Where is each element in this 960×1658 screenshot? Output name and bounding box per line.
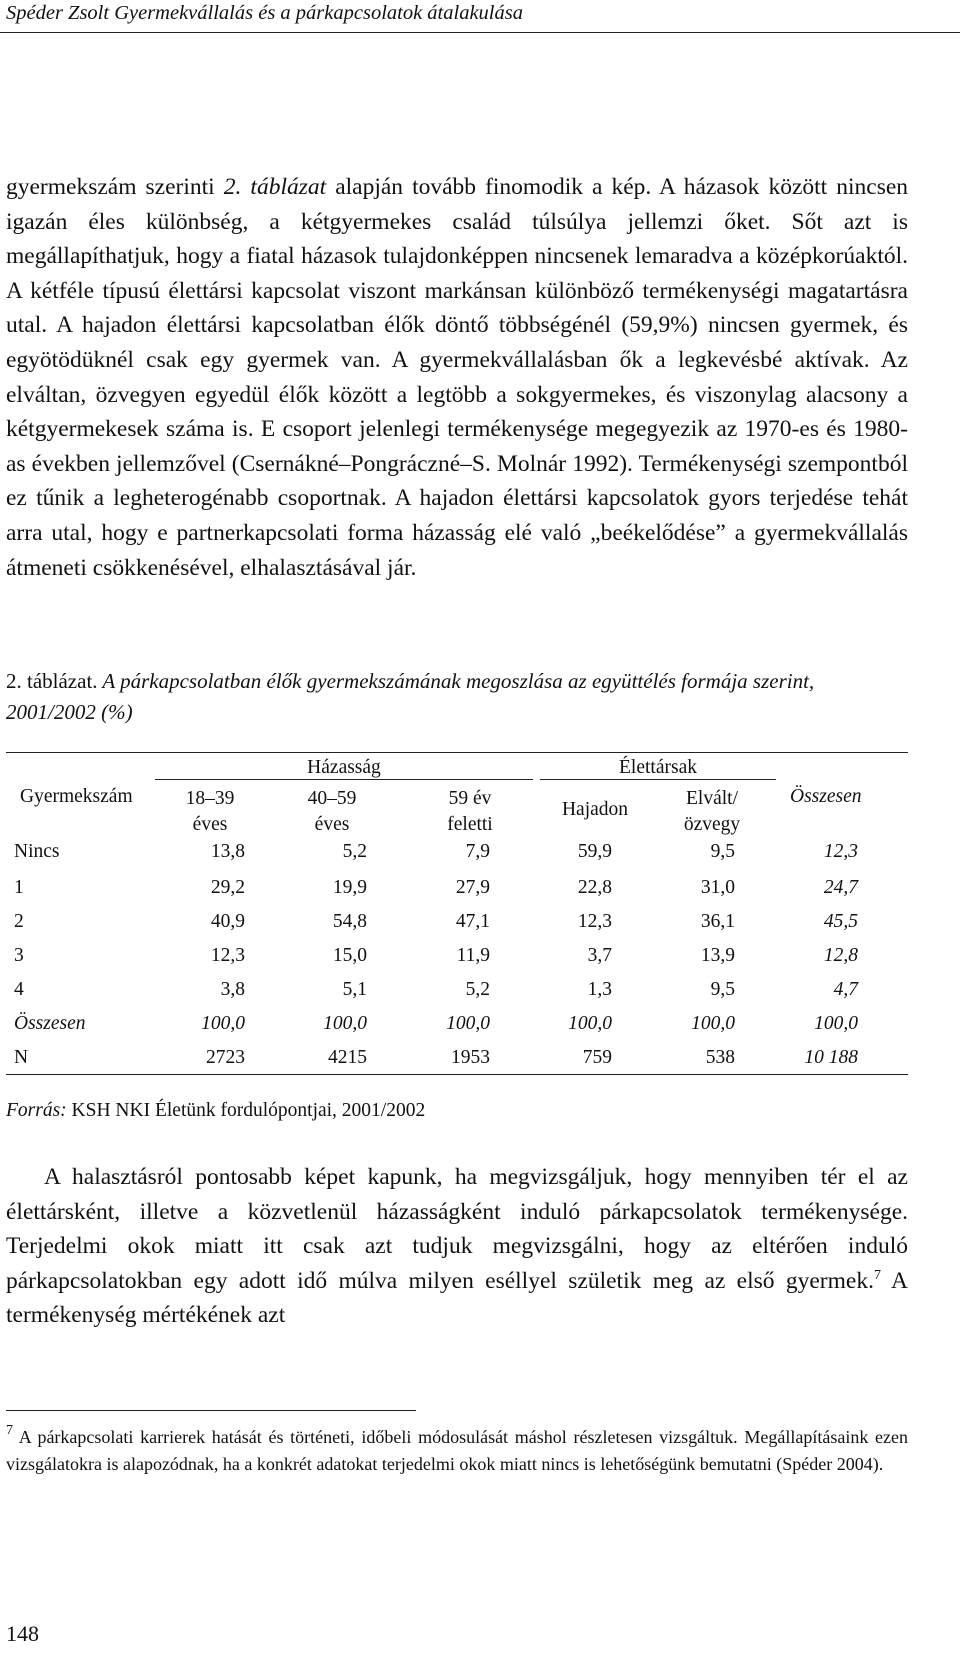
source-text: KSH NKI Életünk fordulópontjai, 2001/2002: [66, 1100, 426, 1121]
table-cell: 45,5: [823, 911, 858, 932]
table-cell: 759: [582, 1047, 612, 1068]
footnote-text: A párkapcsolati karrierek hatását és történeti, időbeli módosulását máshol részletesen vizsgáltuk. Megállapításaink ezen vizsgálatokra is alapozódnak, ha a konkrét adatokat terjedelmi okok miatt nincs is lehetőségünk bemutatni (Spéder 2004).: [6, 1427, 908, 1474]
table-cell: 4,7: [833, 979, 858, 1000]
col-header-c2-line1: Elvált/: [686, 788, 738, 809]
group-header-cohab: Élettársak: [619, 757, 697, 778]
row-label: 4: [14, 979, 24, 1000]
table-cell: 9,5: [710, 841, 735, 862]
row-label: Összesen: [14, 1013, 86, 1034]
row-label: 2: [14, 911, 24, 932]
table-cell: 10 188: [804, 1047, 858, 1068]
group-header-marriage: Házasság: [307, 757, 381, 778]
footnote-number: 7: [6, 1423, 13, 1438]
col-header-m1-line1: 18–39: [185, 788, 235, 809]
table-cell: 59,9: [577, 841, 612, 862]
table-cell: 9,5: [710, 979, 735, 1000]
table-bottom-rule: [6, 1074, 908, 1075]
table-cell: 31,0: [700, 877, 735, 898]
col-header-total: Összesen: [790, 786, 862, 807]
table-cell: 12,3: [823, 841, 858, 862]
table-source: [6, 1098, 425, 1124]
table-caption: [6, 666, 908, 728]
table-cell: 100,0: [691, 1013, 735, 1034]
header-rule: [0, 32, 960, 33]
body-paragraph-1: [6, 170, 908, 585]
table-cell: 12,3: [210, 945, 245, 966]
footnote-rule: [6, 1410, 416, 1411]
table-reference: 2. táblázat: [223, 174, 327, 200]
table-cell: 1,3: [587, 979, 612, 1000]
table-cell: 29,2: [210, 877, 245, 898]
col-header-child-count: Gyermekszám: [20, 786, 133, 807]
paragraph2-tail: A termékenység mértékének azt: [6, 1267, 908, 1329]
table-cell: 100,0: [446, 1013, 490, 1034]
col-header-c2-line2: özvegy: [683, 814, 741, 835]
table-cell: 3,8: [220, 979, 245, 1000]
table-cell: 7,9: [465, 841, 490, 862]
row-label: N: [14, 1047, 29, 1068]
table-cell: 12,3: [577, 911, 612, 932]
table-cell: 36,1: [700, 911, 735, 932]
table-cell: 19,9: [332, 877, 367, 898]
table-cell: 100,0: [323, 1013, 367, 1034]
row-label: 3: [14, 945, 24, 966]
table-cell: 13,8: [210, 841, 245, 862]
table-cell: 13,9: [700, 945, 735, 966]
col-header-m3-line1: 59 év: [448, 788, 492, 809]
table-label: 2. táblázat.: [6, 669, 98, 693]
table-cell: 5,2: [465, 979, 490, 1000]
table-cell: 47,1: [455, 911, 490, 932]
table-cell: 15,0: [332, 945, 367, 966]
table-cell: 12,8: [823, 945, 858, 966]
table-cell: 5,1: [342, 979, 367, 1000]
row-label: Nincs: [14, 841, 60, 862]
paragraph-text-start: gyermekszám szerinti: [6, 174, 224, 200]
body-paragraph-2: [6, 1160, 908, 1333]
table-cell: 24,7: [823, 877, 858, 898]
col-header-m2-line1: 40–59: [307, 788, 357, 809]
paragraph-text-rest: alapján tovább finomodik a kép. A házasok között nincsen igazán éles különbség, a kétgyermekes család túlsúlya jellemzi őket. Sőt azt is megállapíthatjuk, hogy a fiatal házasok tulajdonképpen nincsenek lemaradva a középkorúaktól. A kétféle típusú élettársi kapcsolat viszont markánsan különböző termékenységi magatartásra utal. A hajadon élettársi kapcsolatban élők döntő többségénél (59,9%) nincsen gyermek, és egyötödüknél csak egy gyermek van. A gyermekvállalásban ők a legkevésbé aktívak. Az elváltan, özvegyen egyedül élők között a legtöbb a sokgyermekes, és viszonylag alacsony a kétgyermekesek száma is. E csoport jelenlegi termékenysége megegyezik az 1970-es és 1980-as években jellemzővel (Csernákné–Pongráczné–S. Molnár 1992). Termékenységi szempontból ez tűnik a legheterogénabb csoportnak. A hajadon élettársi kapcsolatok gyors terjedése tehát arra utal, hogy e partnerkapcsolati forma házasság elé való „beékelődése” a gyermekvállalás átmeneti csökkenésével, elhalasztásával jár.: [6, 174, 909, 581]
table-cell: 27,9: [455, 877, 490, 898]
table-cell: 2723: [206, 1047, 245, 1068]
running-header: Spéder Zsolt Gyermekvállalás és a párkapcsolatok átalakulása: [6, 2, 523, 24]
table-cell: 3,7: [587, 945, 612, 966]
table-cell: 54,8: [332, 911, 367, 932]
table-title: A párkapcsolatban élők gyermekszámának megoszlása az együttélés formája szerint, 2001/2002 (%): [6, 669, 815, 724]
source-label: Forrás:: [6, 1100, 67, 1121]
table-cell: 1953: [451, 1047, 490, 1068]
table-cell: 100,0: [568, 1013, 612, 1034]
col-header-m2-line2: éves: [314, 814, 350, 835]
row-label: 1: [14, 877, 24, 898]
footnote: [6, 1424, 908, 1478]
table-cell: 22,8: [577, 877, 612, 898]
paragraph2-text: A halasztásról pontosabb képet kapunk, ha megvizsgáljuk, hogy mennyiben tér el az élettársként, illetve a közvetlenül házasságként induló párkapcsolatok termékenysége. Terjedelmi okok miatt itt csak azt tudjuk megvizsgálni, hogy az eltérően induló párkapcsolatokban egy adott idő múlva milyen eséllyel születik meg az első gyermek.: [6, 1164, 908, 1294]
footnote-reference: 7: [873, 1267, 881, 1283]
table-cell: 100,0: [201, 1013, 245, 1034]
table-cell: 4215: [328, 1047, 367, 1068]
table-cell: 5,2: [342, 841, 367, 862]
table-cell: 538: [705, 1047, 735, 1068]
col-header-m1-line2: éves: [192, 814, 228, 835]
col-header-m3-line2: feletti: [447, 814, 493, 835]
table-cell: 100,0: [814, 1013, 858, 1034]
table-cell: 40,9: [210, 911, 245, 932]
table-cell: 11,9: [456, 945, 490, 966]
table-top-rule: [6, 752, 908, 753]
page-number: 148: [6, 1621, 39, 1646]
col-header-hajadon: Hajadon: [561, 799, 629, 820]
